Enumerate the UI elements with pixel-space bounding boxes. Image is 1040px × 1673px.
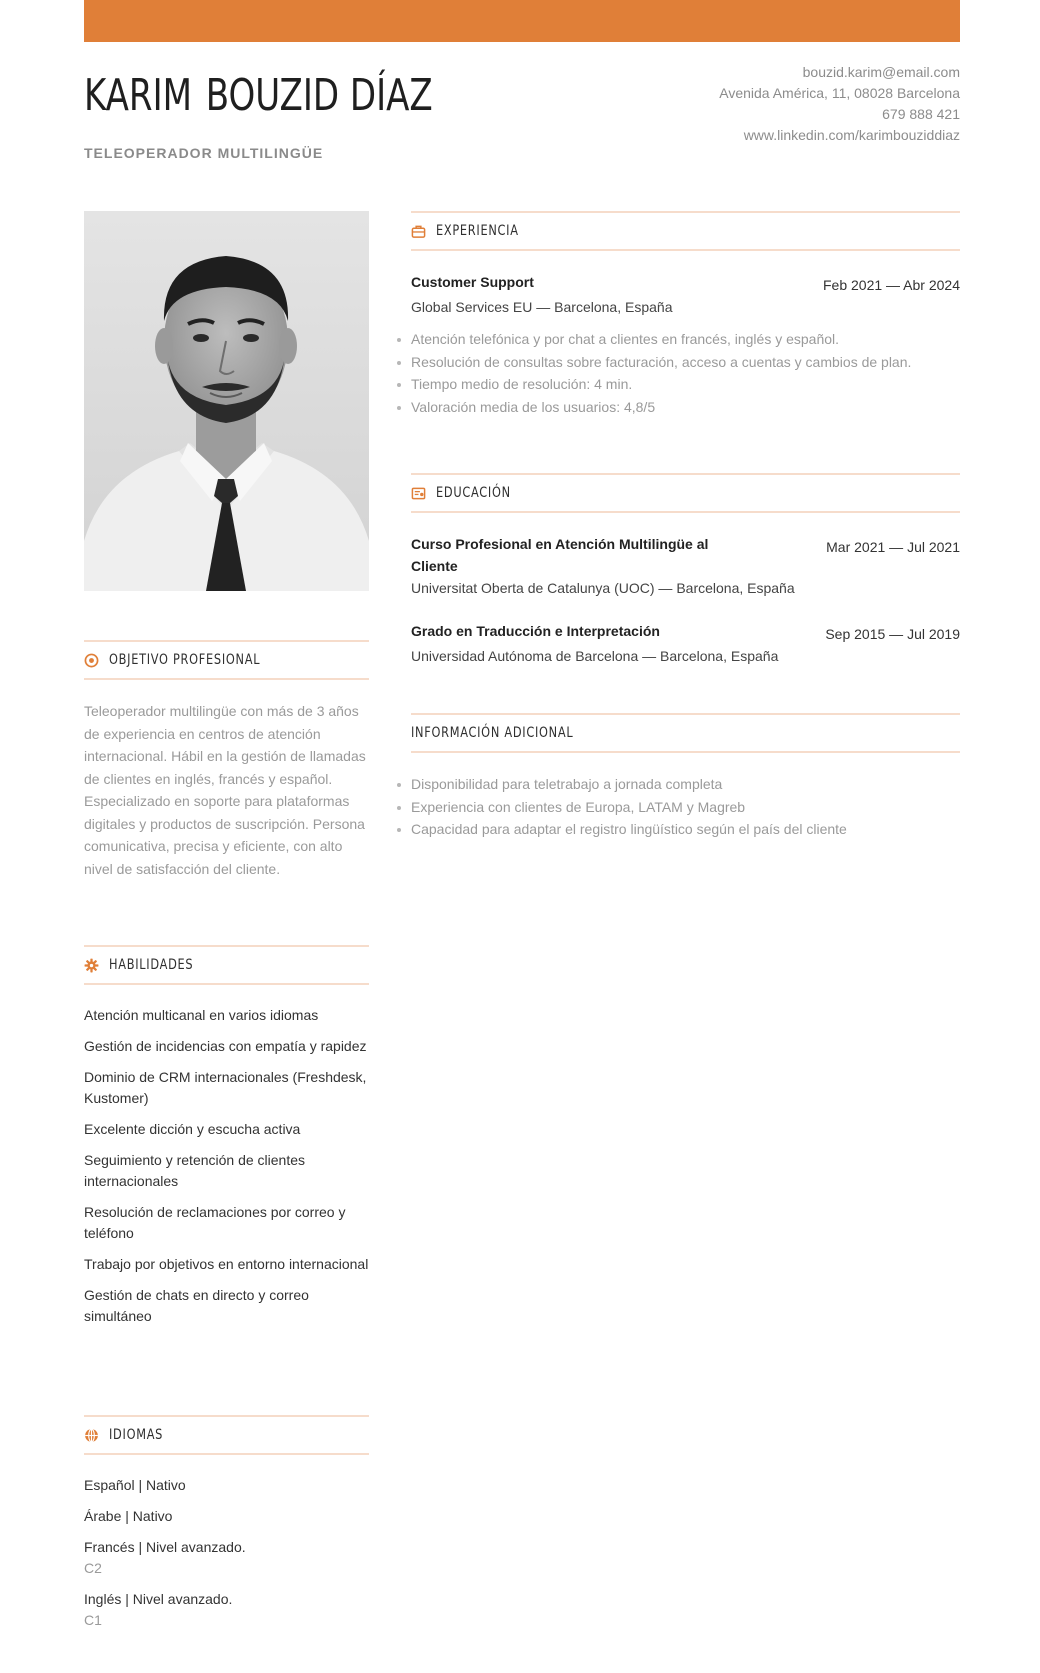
email[interactable]: bouzid.karim@email.com — [802, 64, 960, 80]
education-header — [411, 473, 960, 513]
list-item: Atención telefónica y por chat a clientes en francés, inglés y español. — [411, 328, 960, 351]
education-entry — [411, 533, 960, 599]
objective-text: Teleoperador multilingüe con más de 3 años de experiencia en centros de atención internacional. Hábil en la gestión de llamadas de clientes en inglés, francés y español. Especializado en soporte para plataformas digitales y productos de suscripción. Persona comunicativa, precisa y eficiente, con alto nivel de satisfacción del cliente. — [84, 703, 366, 877]
education-dates: Sep 2015 — Jul 2019 — [825, 626, 960, 642]
language-item — [84, 1475, 369, 1496]
language-cefr: C1 — [84, 1612, 102, 1628]
additional-info-bullets — [411, 773, 960, 841]
education-section — [411, 473, 960, 667]
list-item: Capacidad para adaptar el registro lingüístico según el país del cliente — [411, 818, 960, 841]
degree-title: Grado en Traducción e Interpretación — [411, 623, 660, 639]
separator: — — [638, 648, 661, 664]
language-item — [84, 1537, 369, 1579]
pipe-separator: | — [134, 1477, 147, 1493]
list-item: Excelente dicción y escucha activa — [84, 1121, 301, 1137]
language-name: Español — [84, 1477, 135, 1493]
education-entry — [411, 620, 960, 667]
job-title: Customer Support — [411, 274, 534, 290]
additional-info-section — [411, 713, 960, 841]
skills-list — [84, 1005, 369, 1327]
company: Global Services EU — [411, 299, 533, 315]
job-role: TELEOPERADOR MULTILINGÜE — [84, 145, 324, 161]
location: Barcelona, España — [554, 299, 673, 315]
additional-info-header — [411, 713, 960, 753]
gear-icon — [84, 958, 99, 973]
education-title: EDUCACIÓN — [436, 485, 511, 501]
school: Universidad Autónoma de Barcelona — [411, 648, 639, 664]
location: Barcelona, España — [676, 580, 795, 596]
language-cefr: C2 — [84, 1560, 102, 1576]
pipe-separator: | — [121, 1508, 133, 1524]
list-item: Valoración media de los usuarios: 4,8/5 — [411, 396, 960, 419]
language-item — [84, 1589, 369, 1631]
contact-block — [719, 62, 960, 146]
experience-entry — [411, 271, 960, 318]
target-icon — [84, 653, 99, 668]
candidate-name — [84, 66, 433, 126]
languages-title: IDIOMAS — [109, 1427, 164, 1443]
experience-bullets — [411, 328, 960, 418]
pipe-separator: | — [121, 1591, 133, 1607]
list-item: Dominio de CRM internacionales (Freshdesk, Kustomer) — [84, 1069, 367, 1106]
languages-header — [84, 1415, 369, 1455]
objective-header — [84, 640, 369, 680]
linkedin-link[interactable]: www.linkedin.com/karimbouziddiaz — [743, 127, 960, 143]
address: Avenida América, 11, 08028 Barcelona — [719, 85, 960, 101]
last-name: BOUZID DÍAZ — [205, 70, 433, 121]
degree-title: Curso Profesional en Atención Multilingüe al Cliente — [411, 536, 709, 574]
certificate-icon — [411, 486, 426, 501]
school-line — [411, 577, 960, 599]
language-level: Nivel avanzado. — [146, 1539, 246, 1555]
list-item: Trabajo por objetivos en entorno internacional — [84, 1256, 369, 1272]
list-item: Gestión de chats en directo y correo simultáneo — [84, 1287, 309, 1324]
globe-icon — [84, 1428, 99, 1443]
job-dates: Feb 2021 — Abr 2024 — [823, 277, 960, 293]
experience-header — [411, 211, 960, 251]
list-item: Resolución de consultas sobre facturación, acceso a cuentas y cambios de plan. — [411, 351, 960, 374]
profile-photo — [84, 211, 369, 591]
pipe-separator: | — [134, 1539, 146, 1555]
list-item: Gestión de incidencias con empatía y rapidez — [84, 1038, 367, 1054]
language-level: Nativo — [146, 1477, 186, 1493]
skills-section — [84, 945, 369, 1337]
list-item: Resolución de reclamaciones por correo y teléfono — [84, 1204, 346, 1241]
list-item: Tiempo medio de resolución: 4 min. — [411, 373, 960, 396]
first-name: KARIM — [84, 70, 192, 121]
list-item: Disponibilidad para teletrabajo a jornada completa — [411, 773, 960, 796]
separator: — — [532, 299, 555, 315]
separator: — — [654, 580, 677, 596]
language-level: Nivel avanzado. — [132, 1591, 233, 1607]
location: Barcelona, España — [660, 648, 779, 664]
language-item — [84, 1506, 369, 1527]
list-item: Seguimiento y retención de clientes internacionales — [84, 1152, 306, 1189]
school: Universitat Oberta de Catalunya (UOC) — [411, 580, 655, 596]
experience-section — [411, 211, 960, 418]
list-item: Experiencia con clientes de Europa, LATAM y Magreb — [411, 796, 960, 819]
education-dates: Mar 2021 — Jul 2021 — [826, 539, 960, 555]
languages-section — [84, 1415, 369, 1641]
language-name: Francés — [84, 1539, 135, 1555]
school-line — [411, 645, 960, 667]
experience-title: EXPERIENCIA — [436, 223, 519, 239]
languages-list — [84, 1475, 369, 1631]
list-item: Atención multicanal en varios idiomas — [84, 1007, 319, 1023]
phone[interactable]: 679 888 421 — [882, 106, 960, 122]
additional-info-title: INFORMACIÓN ADICIONAL — [411, 725, 574, 741]
objective-section — [84, 640, 369, 880]
job-company-line — [411, 296, 960, 318]
language-name: Inglés — [84, 1591, 122, 1607]
top-accent-bar — [84, 0, 960, 42]
skills-header — [84, 945, 369, 985]
briefcase-icon — [411, 224, 426, 239]
objective-title: OBJETIVO PROFESIONAL — [109, 652, 261, 668]
skills-title: HABILIDADES — [109, 957, 194, 973]
language-level: Nativo — [132, 1508, 173, 1524]
language-name: Árabe — [84, 1508, 122, 1524]
